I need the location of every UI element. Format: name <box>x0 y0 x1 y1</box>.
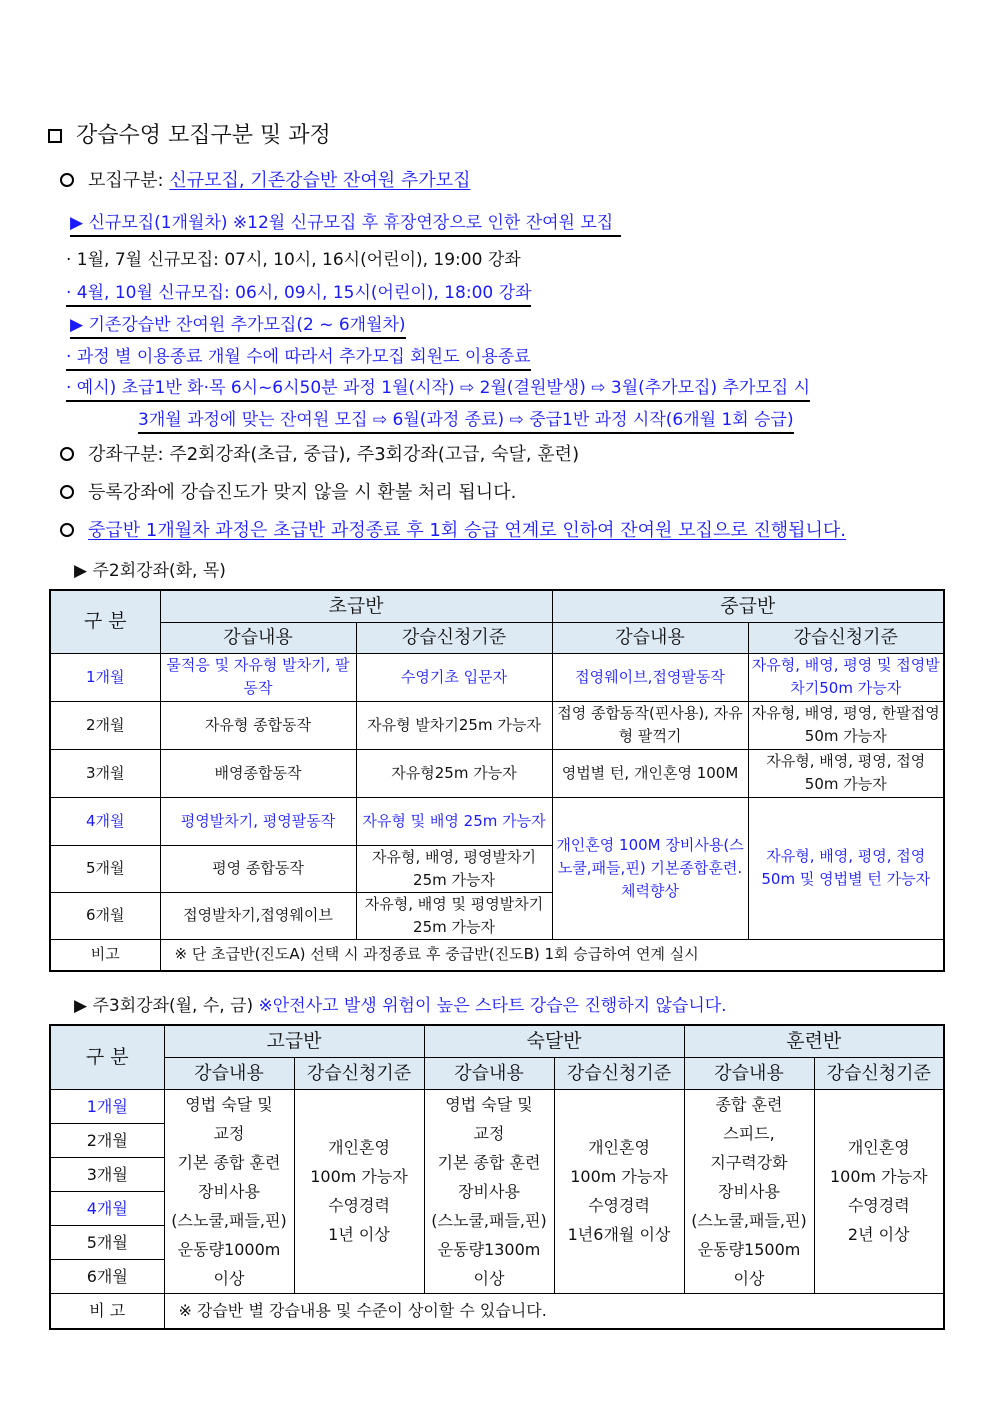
month-cell: 5개월 <box>50 845 160 892</box>
advanced-criteria-cell: 개인혼영 100m 가능자 수영경력 1년 이상 <box>294 1089 424 1293</box>
criteria-cell: 자유형, 배영, 평영, 접영 50m 가능자 <box>748 749 944 797</box>
section-heading: 강습수영 모집구분 및 과정 <box>48 118 331 149</box>
criteria-cell: 자유형 및 배영 25m 가능자 <box>356 797 552 845</box>
recruit-value: 신규모집, 기존강습반 잔여원 추가모집 <box>169 170 471 191</box>
table-thrice-weekly <box>49 1024 945 1330</box>
content-cell: 평영발차기, 평영팔동작 <box>160 797 356 845</box>
content-cell: 자유형 종합동작 <box>160 701 356 749</box>
advanced-content-cell: 영법 숙달 및 교정 기본 종합 훈련 장비사용 (스노쿨,패들,핀) 운동량1000m 이상 <box>164 1089 294 1293</box>
month-cell: 2개월 <box>50 701 160 749</box>
col-header: 강습신청기준 <box>814 1057 944 1089</box>
criteria-cell: 자유형, 배영 및 평영발차기 25m 가능자 <box>356 892 552 939</box>
table-twice-weekly <box>49 589 945 972</box>
group-beginner: 초급반 <box>160 590 552 622</box>
intermediate-note: 중급반 1개월차 과정은 초급반 과정종료 후 1회 승급 연계로 인하여 잔여원 모집으로 진행됩니다. <box>60 516 846 542</box>
col-header: 강습내용 <box>160 622 356 653</box>
criteria-cell: 자유형, 배영, 평영 및 접영발차기50m 가능자 <box>748 653 944 701</box>
col-header: 강습내용 <box>164 1057 294 1089</box>
criteria-cell: 수영기초 입문자 <box>356 653 552 701</box>
content-cell: 접영 종합동작(핀사용), 자유형 팔꺽기 <box>552 701 748 749</box>
table-row <box>50 1089 944 1123</box>
mastery-content-cell: 영법 숙달 및 교정 기본 종합 훈련 장비사용 (스노쿨,패들,핀) 운동량1300m 이상 <box>424 1089 554 1293</box>
table-row <box>50 653 944 701</box>
training-criteria-cell: 개인혼영 100m 가능자 수영경력 2년 이상 <box>814 1089 944 1293</box>
criteria-cell: 자유형, 배영, 평영발차기 25m 가능자 <box>356 845 552 892</box>
col-header: 강습신청기준 <box>748 622 944 653</box>
table2-corner: 구 분 <box>50 1025 164 1089</box>
content-cell: 영법별 턴, 개인혼영 100M <box>552 749 748 797</box>
new-recruit-line-1: · 1월, 7월 신규모집: 07시, 10시, 16시(어린이), 19:00 강좌 <box>66 250 521 270</box>
month-cell: 1개월 <box>50 653 160 701</box>
merged-content-cell: 개인혼영 100M 장비사용(스노쿨,패들,핀) 기본종합훈련. 체력향상 <box>552 797 748 939</box>
mastery-criteria-cell: 개인혼영 100m 가능자 수영경력 1년6개월 이상 <box>554 1089 684 1293</box>
training-content-cell: 종합 훈련 스피드, 지구력강화 장비사용 (스노쿨,패들,핀) 운동량1500m 이상 <box>684 1089 814 1293</box>
group-mastery: 숙달반 <box>424 1025 684 1057</box>
course-type-note: 강좌구분: 주2회강좌(초급, 중급), 주3회강좌(고급, 숙달, 훈련) <box>60 440 579 466</box>
criteria-cell: 자유형, 배영, 평영, 한팔접영 50m 가능자 <box>748 701 944 749</box>
table1-corner: 구 분 <box>50 590 160 653</box>
new-recruit-line-2: · 4월, 10월 신규모집: 06시, 09시, 15시(어린이), 18:00 강좌 <box>66 278 531 303</box>
recruit-line: 모집구분: 신규모집, 기존강습반 잔여원 추가모집 <box>60 166 470 192</box>
criteria-cell: 자유형25m 가능자 <box>356 749 552 797</box>
month-cell: 3개월 <box>50 749 160 797</box>
content-cell: 평영 종합동작 <box>160 845 356 892</box>
remark-text: ※ 강습반 별 강습내용 및 수준이 상이할 수 있습니다. <box>164 1293 944 1329</box>
group-intermediate: 중급반 <box>552 590 944 622</box>
month-cell: 6개월 <box>50 1259 164 1293</box>
table-row <box>50 701 944 749</box>
col-header: 강습신청기준 <box>294 1057 424 1089</box>
remark-row <box>50 1293 944 1329</box>
remark-text: ※ 단 초급반(진도A) 선택 시 과정종료 후 중급반(진도B) 1회 승급하여 연계 실시 <box>160 939 944 971</box>
content-cell: 접영웨이브,접영팔동작 <box>552 653 748 701</box>
circle-bullet-icon <box>60 485 74 499</box>
col-header: 강습내용 <box>684 1057 814 1089</box>
table-row <box>50 749 944 797</box>
month-cell: 6개월 <box>50 892 160 939</box>
remark-label: 비 고 <box>50 1293 164 1329</box>
remark-row <box>50 939 944 971</box>
content-cell: 물적응 및 자유형 발차기, 팔동작 <box>160 653 356 701</box>
criteria-cell: 자유형 발차기25m 가능자 <box>356 701 552 749</box>
merged-criteria-cell: 자유형, 배영, 평영, 접영 50m 및 영법별 턴 가능자 <box>748 797 944 939</box>
col-header: 강습내용 <box>552 622 748 653</box>
table2-caption: ▶ 주3회강좌(월, 수, 금) ※안전사고 발생 위험이 높은 스타트 강습은 진행하지 않습니다. <box>74 996 727 1016</box>
content-cell: 접영발차기,접영웨이브 <box>160 892 356 939</box>
example-line-2: 3개월 과정에 맞는 잔여원 모집 ⇨ 6월(과정 종료) ⇨ 중급1반 과정 시작(6개월 1회 승급) <box>138 405 794 430</box>
month-cell: 5개월 <box>50 1225 164 1259</box>
month-cell: 4개월 <box>50 797 160 845</box>
group-training: 훈련반 <box>684 1025 944 1057</box>
new-recruit-header: ▶ 신규모집(1개월차) ※12월 신규모집 후 휴장연장으로 인한 잔여원 모집 <box>70 208 621 233</box>
col-header: 강습내용 <box>424 1057 554 1089</box>
col-header: 강습신청기준 <box>554 1057 684 1089</box>
example-line-1: · 예시) 초급1반 화·목 6시~6시50분 과정 1월(시작) ⇨ 2월(결원발생) ⇨ 3월(추가모집) 추가모집 시 <box>66 373 810 398</box>
existing-recruit-line: · 과정 별 이용종료 개월 수에 따라서 추가모집 회원도 이용종료 <box>66 342 531 367</box>
circle-bullet-icon <box>60 523 74 537</box>
table-row <box>50 797 944 845</box>
circle-bullet-icon <box>60 173 74 187</box>
table1-caption: ▶ 주2회강좌(화, 목) <box>74 561 226 581</box>
month-cell: 1개월 <box>50 1089 164 1123</box>
remark-label: 비고 <box>50 939 160 971</box>
existing-recruit-header: ▶ 기존강습반 잔여원 추가모집(2 ~ 6개월차) <box>70 310 406 335</box>
group-advanced: 고급반 <box>164 1025 424 1057</box>
col-header: 강습신청기준 <box>356 622 552 653</box>
content-cell: 배영종합동작 <box>160 749 356 797</box>
month-cell: 2개월 <box>50 1123 164 1157</box>
circle-bullet-icon <box>60 447 74 461</box>
month-cell: 4개월 <box>50 1191 164 1225</box>
refund-note: 등록강좌에 강습진도가 맞지 않을 시 환불 처리 됩니다. <box>60 478 516 504</box>
month-cell: 3개월 <box>50 1157 164 1191</box>
checkbox-square-icon <box>48 129 62 143</box>
